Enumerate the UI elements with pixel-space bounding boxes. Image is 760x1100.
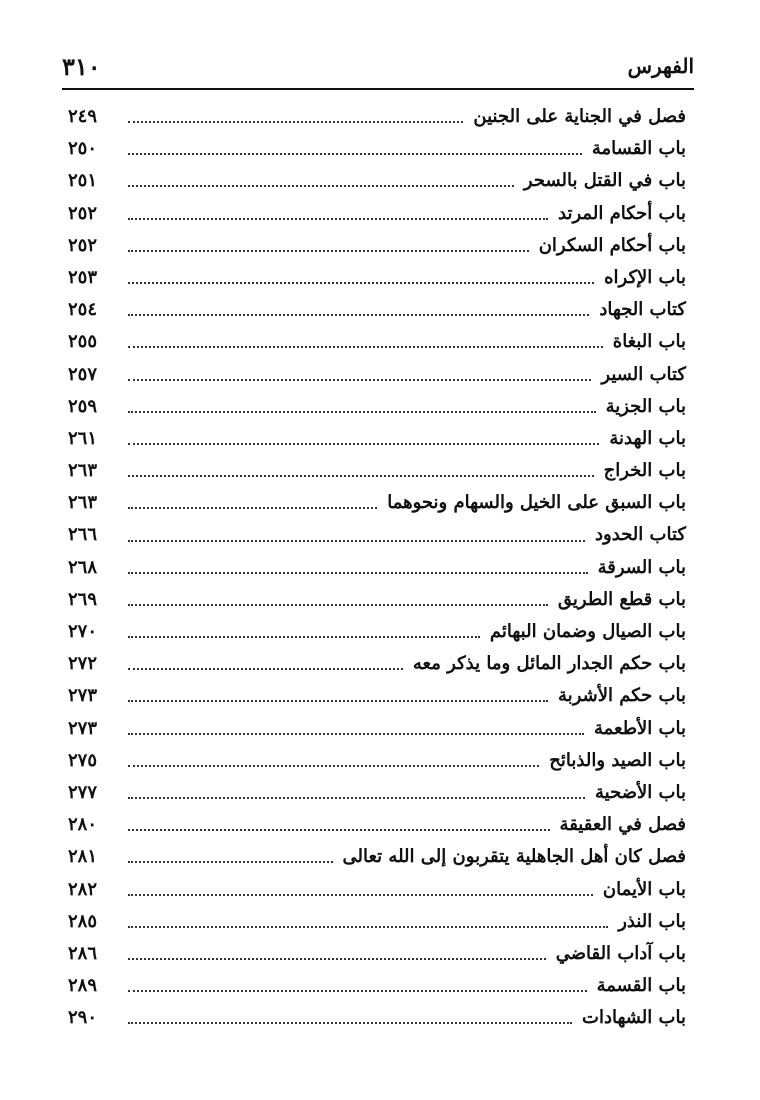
toc-entry-title: باب الأيمان bbox=[602, 878, 686, 900]
toc-entry-title: باب في القتل بالسحر bbox=[523, 170, 686, 192]
toc-entry[interactable] bbox=[68, 777, 686, 809]
toc-entry[interactable] bbox=[68, 359, 686, 391]
toc-entry-title: باب النذر bbox=[618, 910, 686, 932]
toc-entry-page-number: ٢٦١ bbox=[68, 427, 98, 449]
toc-entry-page-number: ٢٧٠ bbox=[68, 621, 98, 642]
dot-leader bbox=[128, 668, 403, 670]
toc-entry[interactable] bbox=[68, 294, 686, 326]
toc-entry-title: باب حكم الجدار المائل وما يذكر معه bbox=[412, 653, 686, 675]
toc-entry-page-number: ٢٥٥ bbox=[68, 331, 98, 353]
toc-entry-page-number: ٢٨٩ bbox=[68, 975, 98, 997]
table-of-contents bbox=[68, 101, 686, 1034]
toc-entry[interactable] bbox=[68, 1002, 686, 1034]
toc-entry[interactable] bbox=[68, 455, 686, 487]
toc-entry-page-number: ٢٧٣ bbox=[68, 685, 98, 707]
toc-entry-title: باب الهدنة bbox=[609, 427, 686, 449]
toc-entry-page-number: ٢٩٠ bbox=[68, 1007, 98, 1029]
toc-entry[interactable] bbox=[68, 906, 686, 938]
toc-entry-page-number: ٢٧٥ bbox=[68, 749, 98, 771]
toc-entry-page-number: ٢٧٧ bbox=[68, 781, 98, 803]
toc-entry-title: باب الإكراه bbox=[604, 266, 686, 288]
toc-entry-title: باب الأضحية bbox=[595, 781, 686, 803]
toc-entry[interactable] bbox=[68, 230, 686, 262]
toc-entry[interactable] bbox=[68, 841, 686, 873]
toc-entry[interactable] bbox=[68, 745, 686, 777]
toc-entry-title: باب الصيد والذبائح bbox=[549, 749, 686, 771]
toc-entry-page-number: ٢٥٢ bbox=[68, 234, 98, 256]
toc-entry[interactable] bbox=[68, 809, 686, 841]
toc-entry[interactable] bbox=[68, 648, 686, 680]
toc-entry-page-number: ٢٨١ bbox=[68, 846, 98, 868]
toc-entry[interactable] bbox=[68, 487, 686, 519]
toc-entry-title: باب البغاة bbox=[612, 331, 686, 353]
toc-entry-page-number: ٢٥٠ bbox=[68, 138, 98, 160]
dot-leader bbox=[128, 733, 584, 735]
toc-entry-page-number: ٢٨٦ bbox=[68, 942, 98, 964]
toc-entry-page-number: ٢٥٤ bbox=[68, 299, 98, 321]
toc-entry[interactable] bbox=[68, 165, 686, 197]
toc-entry[interactable] bbox=[68, 552, 686, 584]
toc-entry-page-number: ٢٨٢ bbox=[68, 878, 98, 900]
toc-entry-title: باب أحكام المرتد bbox=[558, 202, 686, 224]
toc-entry-title: باب السرقة bbox=[597, 556, 686, 578]
dot-leader bbox=[128, 572, 588, 574]
toc-entry-title: باب السبق على الخيل والسهام ونحوهما bbox=[387, 492, 686, 514]
running-title: الفهرس bbox=[627, 54, 694, 78]
toc-entry-title: باب الخراج bbox=[603, 460, 686, 482]
toc-entry-page-number: ٢٨٠ bbox=[68, 814, 98, 836]
dot-leader bbox=[128, 829, 550, 831]
toc-entry-page-number: ٢٥٢ bbox=[68, 202, 98, 224]
dot-leader bbox=[128, 346, 603, 348]
dot-leader bbox=[128, 926, 608, 928]
dot-leader bbox=[128, 153, 582, 155]
dot-leader bbox=[128, 540, 585, 542]
toc-entry[interactable] bbox=[68, 391, 686, 423]
toc-entry-title: باب قطع الطريق bbox=[557, 588, 686, 610]
dot-leader bbox=[128, 636, 480, 638]
dot-leader bbox=[128, 700, 548, 702]
toc-entry[interactable] bbox=[68, 874, 686, 906]
dot-leader bbox=[128, 894, 593, 896]
dot-leader bbox=[128, 765, 539, 767]
dot-leader bbox=[128, 121, 463, 123]
toc-entry-page-number: ٢٤٩ bbox=[68, 106, 98, 127]
toc-entry[interactable] bbox=[68, 680, 686, 712]
dot-leader bbox=[128, 185, 514, 187]
dot-leader bbox=[128, 314, 589, 316]
toc-entry[interactable] bbox=[68, 519, 686, 551]
toc-entry[interactable] bbox=[68, 970, 686, 1002]
toc-entry[interactable] bbox=[68, 198, 686, 230]
toc-entry-page-number: ٢٦٦ bbox=[68, 524, 98, 546]
dot-leader bbox=[128, 990, 587, 992]
dot-leader bbox=[128, 861, 333, 863]
toc-entry-title: باب الجزية bbox=[605, 395, 686, 417]
toc-entry-title: باب أحكام السكران bbox=[538, 234, 686, 256]
toc-entry-title: فصل كان أهل الجاهلية يتقربون إلى الله تعالى bbox=[342, 846, 686, 868]
toc-entry-title: باب الشهادات bbox=[582, 1007, 686, 1029]
toc-entry-page-number: ٢٦٣ bbox=[68, 460, 98, 482]
dot-leader bbox=[128, 411, 596, 413]
toc-entry-title: كتاب الجهاد bbox=[599, 299, 686, 321]
toc-entry[interactable] bbox=[68, 423, 686, 455]
toc-entry[interactable] bbox=[68, 938, 686, 970]
toc-entry-title: باب حكم الأشربة bbox=[558, 685, 686, 707]
header-rule bbox=[62, 88, 694, 90]
toc-entry-page-number: ٢٧٢ bbox=[68, 653, 98, 675]
dot-leader bbox=[128, 797, 585, 799]
toc-entry-title: كتاب السير bbox=[601, 363, 686, 385]
toc-entry-page-number: ٢٧٣ bbox=[68, 717, 98, 739]
toc-entry-page-number: ٢٥١ bbox=[68, 170, 98, 192]
toc-entry-title: باب الأطعمة bbox=[593, 717, 686, 739]
toc-entry-title: فصل في الجناية على الجنين bbox=[473, 106, 686, 127]
toc-entry[interactable] bbox=[68, 101, 686, 133]
toc-entry-page-number: ٢٦٣ bbox=[68, 492, 98, 514]
dot-leader bbox=[128, 1022, 572, 1024]
dot-leader bbox=[128, 218, 548, 220]
toc-entry[interactable] bbox=[68, 713, 686, 745]
toc-entry-title: باب القسمة bbox=[596, 975, 686, 997]
toc-entry-page-number: ٢٥٣ bbox=[68, 266, 98, 288]
toc-entry-page-number: ٢٦٩ bbox=[68, 588, 98, 610]
toc-entry-title: كتاب الحدود bbox=[595, 524, 686, 546]
toc-entry-page-number: ٢٥٩ bbox=[68, 395, 98, 417]
toc-entry-title: باب القسامة bbox=[591, 138, 686, 160]
dot-leader bbox=[128, 443, 599, 445]
dot-leader bbox=[128, 379, 591, 381]
toc-entry[interactable] bbox=[68, 584, 686, 616]
toc-entry[interactable] bbox=[68, 326, 686, 358]
toc-entry[interactable] bbox=[68, 262, 686, 294]
toc-entry-title: فصل في العقيقة bbox=[559, 814, 686, 836]
dot-leader bbox=[128, 250, 529, 252]
toc-entry-title: باب الصيال وضمان البهائم bbox=[489, 621, 686, 642]
toc-entry-page-number: ٢٦٨ bbox=[68, 556, 98, 578]
toc-entry[interactable] bbox=[68, 133, 686, 165]
toc-entry-title: باب آداب القاضي bbox=[555, 942, 686, 964]
dot-leader bbox=[128, 604, 548, 606]
toc-entry-page-number: ٢٨٥ bbox=[68, 910, 98, 932]
dot-leader bbox=[128, 475, 594, 477]
toc-entry-page-number: ٢٥٧ bbox=[68, 363, 98, 385]
page-number: ٣١٠ bbox=[62, 52, 101, 81]
toc-entry[interactable] bbox=[68, 616, 686, 648]
dot-leader bbox=[128, 507, 377, 509]
page-header bbox=[62, 50, 694, 84]
dot-leader bbox=[128, 282, 594, 284]
dot-leader bbox=[128, 958, 546, 960]
